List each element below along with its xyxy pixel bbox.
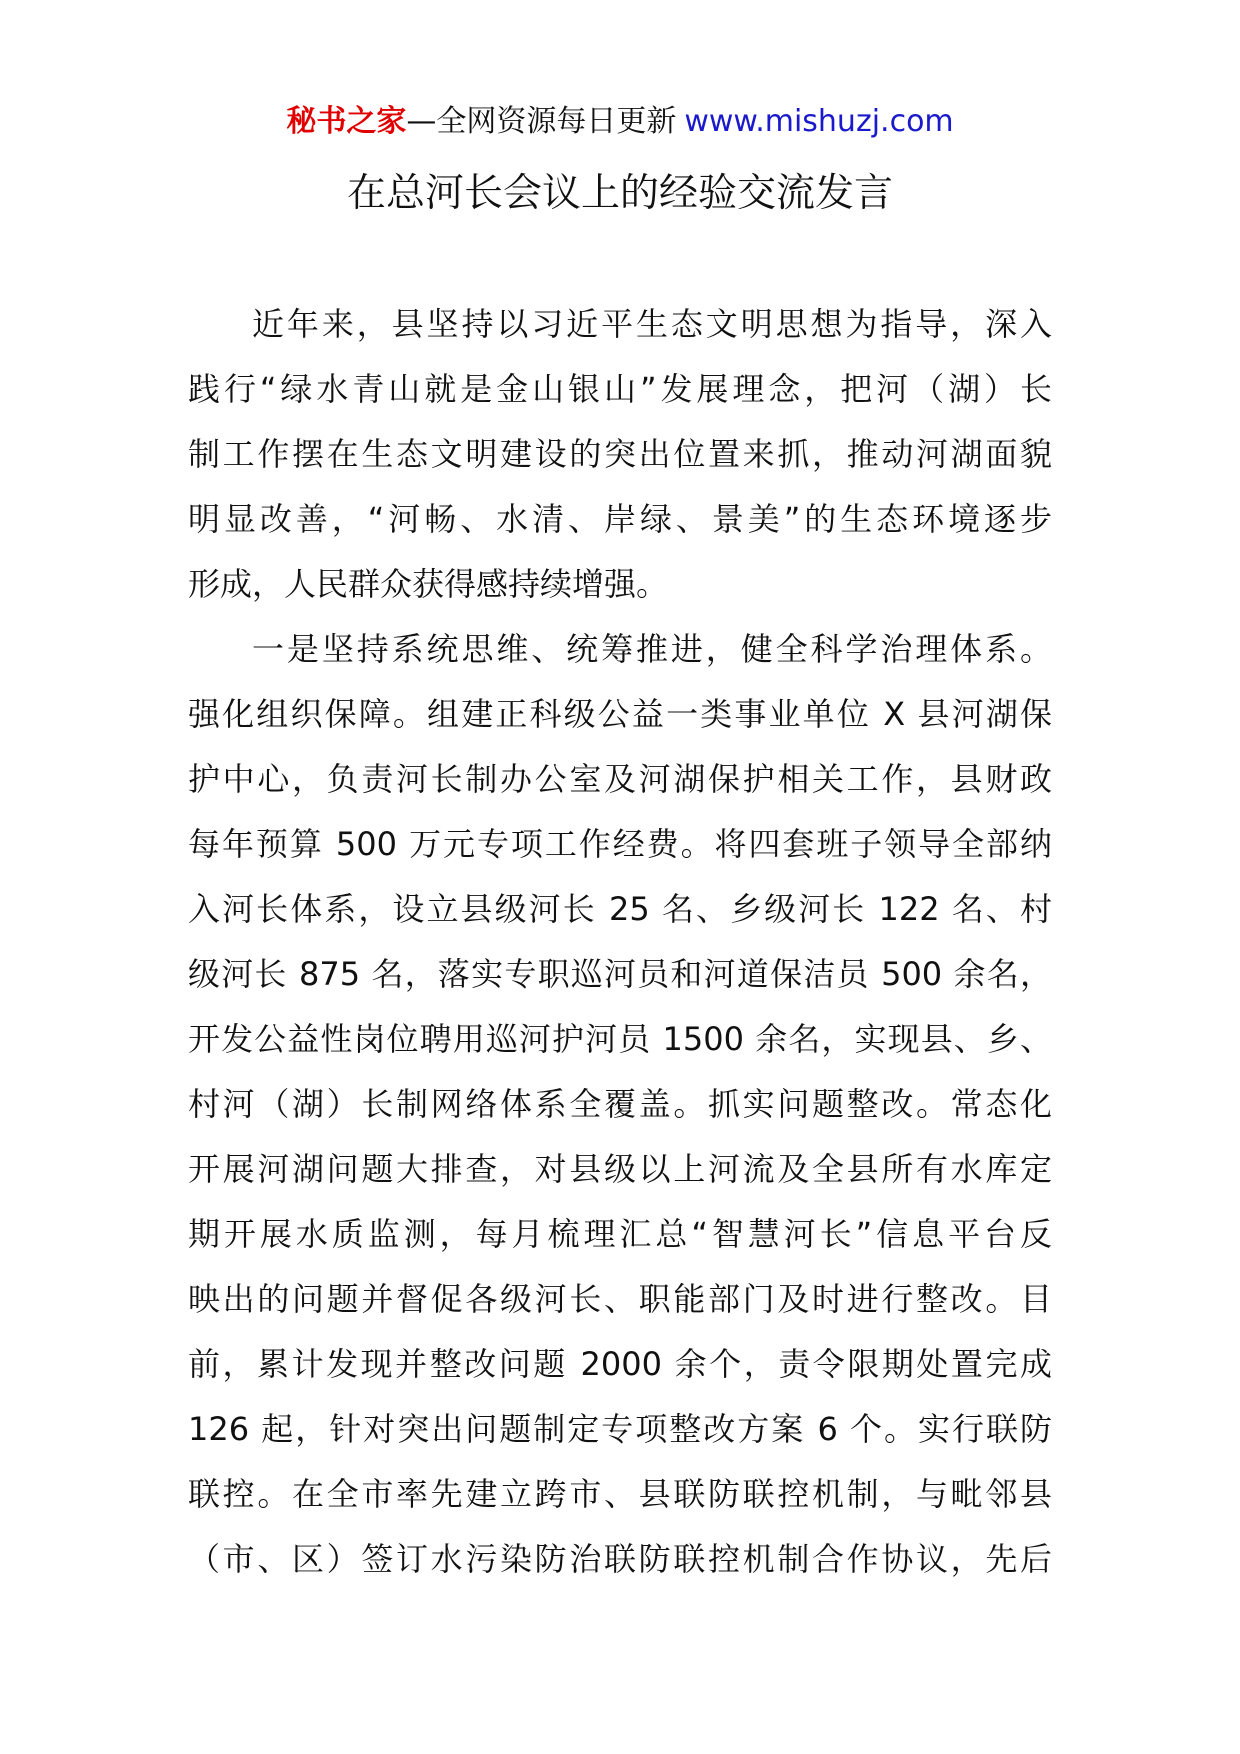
site-header	[0, 100, 1240, 144]
text-line: 开展河湖问题大排查，对县级以上河流及全县所有水库定	[188, 1150, 1052, 1188]
text-line: 一是坚持系统思维、统筹推进，健全科学治理体系。	[252, 630, 1052, 668]
text-line: 村河（湖）长制网络体系全覆盖。抓实问题整改。常态化	[188, 1085, 1052, 1123]
text-line: 每年预算 500 万元专项工作经费。将四套班子领导全部纳	[188, 825, 1052, 863]
text-line: 强化组织保障。组建正科级公益一类事业单位 X 县河湖保	[188, 695, 1052, 733]
site-url-link[interactable]: www.mishuzj.com	[684, 104, 954, 139]
text-line: 期开展水质监测，每月梳理汇总“智慧河长”信息平台反	[188, 1215, 1052, 1253]
text-line: 近年来，县坚持以习近平生态文明思想为指导，深入	[252, 305, 1052, 343]
document-title: 在总河长会议上的经验交流发言	[346, 171, 893, 216]
text-line: 映出的问题并督促各级河长、职能部门及时进行整改。目	[188, 1280, 1052, 1318]
text-line: 护中心，负责河长制办公室及河湖保护相关工作，县财政	[188, 760, 1052, 798]
text-line: 联控。在全市率先建立跨市、县联防联控机制，与毗邻县	[188, 1475, 1052, 1513]
text-line: 级河长 875 名，落实专职巡河员和河道保洁员 500 余名，	[188, 955, 1052, 993]
text-line: 践行“绿水青山就是金山银山”发展理念，把河（湖）长	[188, 370, 1052, 408]
document-body	[188, 292, 1052, 1592]
site-slogan: —全网资源每日更新	[406, 104, 677, 139]
site-brand: 秘书之家	[286, 104, 407, 139]
text-line: 制工作摆在生态文明建设的突出位置来抓，推动河湖面貌	[188, 435, 1052, 473]
text-line: （市、区）签订水污染防治联防联控机制合作协议，先后	[188, 1540, 1052, 1578]
text-line: 入河长体系，设立县级河长 25 名、乡级河长 122 名、村	[188, 890, 1052, 928]
text-line: 126 起，针对突出问题制定专项整改方案 6 个。实行联防	[188, 1410, 1052, 1448]
text-line: 形成，人民群众获得感持续增强。	[188, 565, 669, 603]
text-line: 开发公益性岗位聘用巡河护河员 1500 余名，实现县、乡、	[188, 1020, 1052, 1058]
text-line: 前，累计发现并整改问题 2000 余个，责令限期处置完成	[188, 1345, 1052, 1383]
text-line: 明显改善，“河畅、水清、岸绿、景美”的生态环境逐步	[188, 500, 1052, 538]
